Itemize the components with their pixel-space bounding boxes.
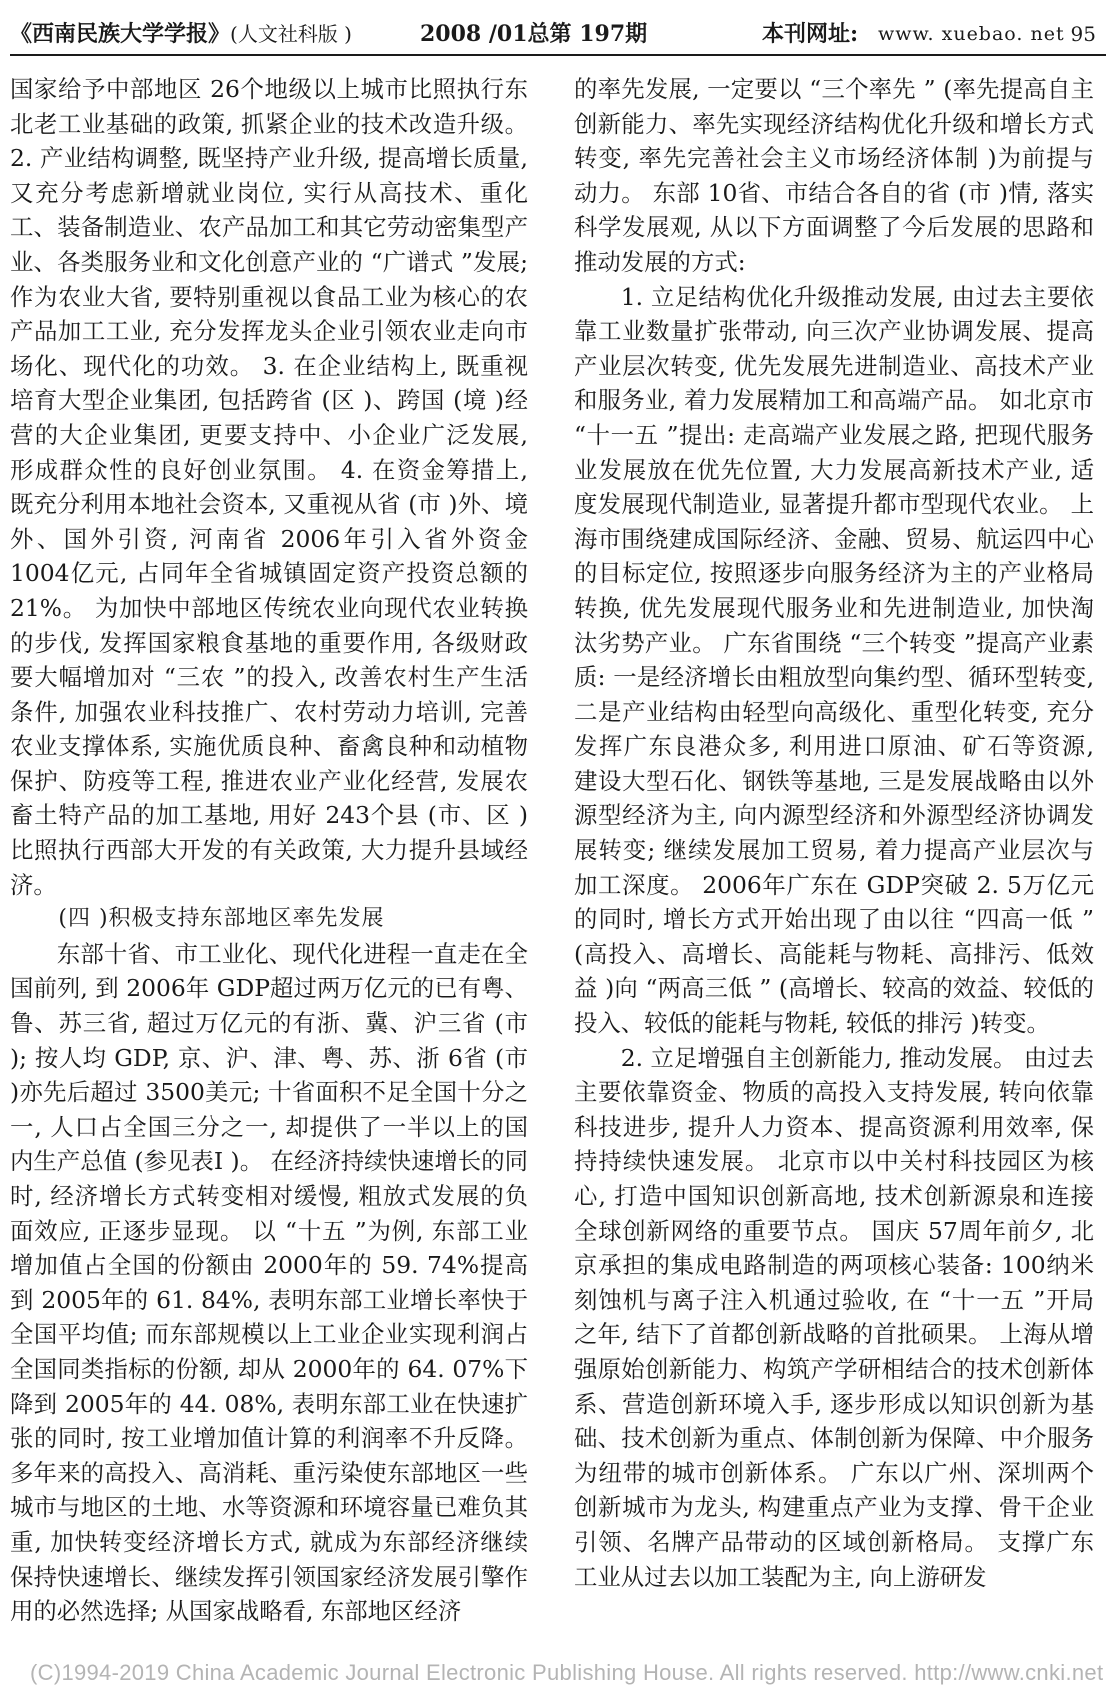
copyright-watermark: (C)1994-2019 China Academic Journal Electronic Publishing House. All rights reserved. http://www.cnki.net: [30, 1660, 1104, 1685]
body-paragraph: 国家给予中部地区 26个地级以上城市比照执行东北老工业基础的政策, 抓紧企业的技术改造升级。 2. 产业结构调整, 既坚持产业升级, 提高增长质量, 又充分考虑新增就业岗位, 实行从高技术、重化工、装备制造业、农产品加工和其它劳动密集型产业、各类服务业和文化创意产业的 “广谱式 ”发展; 作为农业大省, 要特别重视以食品工业为核心的农产品加工工业, 充分发挥龙头企业引领农业走向市场化、现代化的功效。 3. 在企业结构上, 既重视培育大型企业集团, 包括跨省 (区 )、跨国 (境 )经营的大企业集团, 更要支持中、小企业广泛发展, 形成群众性的良好创业氛围。 4. 在资金筹措上, 既充分利用本地社会资本, 又重视从省 (市 )外、境外、国外引资, 河南省 2006年引入省外资金 1004亿元, 占同年全省城镇固定资产投资总额的 21%。 为加快中部地区传统农业向现代农业转换的步伐, 发挥国家粮食基地的重要作用, 各级财政要大幅增加对 “三农 ”的投入, 改善农村生产生活条件, 加强农业科技推广、农村劳动力培训, 完善农业支撑体系, 实施优质良种、畜禽良种和动植物保护、防疫等工程, 推进农业产业化经营, 发展农畜土特产品的加工基地, 用好 243个县 (市、区 )比照执行西部大开发的有关政策, 大力提升县域经济。: [10, 75, 528, 899]
website-label: 本刊网址:: [762, 21, 859, 47]
page-number: 95: [1070, 22, 1096, 46]
issue-info: 2008 /01总第 197期: [420, 21, 648, 47]
journal-title: 《西南民族大学学报》(人文社科版 ): [10, 21, 352, 47]
journal-edition: (人文社科版 ): [230, 22, 352, 46]
section-heading: (四 )积极支持东部地区率先发展: [58, 906, 385, 932]
right-column: [574, 72, 1094, 1594]
body-paragraph: 1. 立足结构优化升级推动发展, 由过去主要依靠工业数量扩张带动, 向三次产业协调发展、提高产业层次转变, 优先发展先进制造业、高技术产业和服务业, 着力发展精加工和高端产品。 如北京市 “十一五 ”提出: 走高端产业发展之路, 把现代服务业发展放在优先位置, 大力发展高新技术产业, 适度发展现代制造业, 显著提升都市型现代农业。 上海市围绕建成国际经济、金融、贸易、航运四中心的目标定位, 按照逐步向服务经济为主的产业格局转换, 优先发展现代服务业和先进制造业, 加快淘汰劣势产业。 广东省围绕 “三个转变 ”提高产业素质: 一是经济增长由粗放型向集约型、循环型转变, 二是产业结构由轻型向高级化、重型化转变, 充分发挥广东良港众多, 利用进口原油、矿石等资源, 建设大型石化、钢铁等基地, 三是发展战略由以外源型经济为主, 向内源型经济和外源型经济协调发展转变; 继续发展加工贸易, 着力提高产业层次与加工深度。 2006年广东在 GDP突破 2. 5万亿元的同时, 增长方式开始出现了由以往 “四高一低 ” (高投入、高增长、高能耗与物耗、高排污、低效益 )向 “两高三低 ” (高增长、较高的效益、较低的投入、较低的能耗与物耗, 较低的排污 )转变。: [574, 282, 1094, 1038]
body-paragraph: 东部十省、市工业化、现代化进程一直走在全国前列, 到 2006年 GDP超过两万亿元的已有粤、鲁、苏三省, 超过万亿元的有浙、冀、沪三省 (市 ); 按人均 GDP, 京、沪、津、粤、苏、浙 6省 (市 )亦先后超过 3500美元; 十省面积不足全国十分之一, 人口占全国三分之一, 却提供了一半以上的国内生产总值 (参见表Ⅰ )。 在经济持续快速增长的同时, 经济增长方式转变相对缓慢, 粗放式发展的负面效应, 正逐步显现。 以 “十五 ”为例, 东部工业增加值占全国的份额由 2000年的 59. 74%提高到 2005年的 61. 84%, 表明东部工业增长率快于全国平均值; 而东部规模以上工业企业实现利润占全国同类指标的份额, 却从 2000年的 64. 07%下降到 2005年的 44. 08%, 表明东部工业在快速扩张的同时, 按工业增加值计算的利润率不升反降。 多年来的高投入、高消耗、重污染使东部地区一些城市与地区的土地、水等资源和环境容量已难负其重, 加快转变经济增长方式, 就成为东部经济继续保持快速增长、继续发挥引领国家经济发展引擎作用的必然选择; 从国家战略看, 东部地区经济: [10, 939, 528, 1626]
left-column: [10, 72, 528, 1629]
running-header: [10, 14, 1106, 56]
body-paragraph: 的率先发展, 一定要以 “三个率先 ” (率先提高自主创新能力、率先实现经济结构优化升级和增长方式转变, 率先完善社会主义市场经济体制 )为前提与动力。 东部 10省、市结合各自的省 (市 )情, 落实科学发展观, 从以下方面调整了今后发展的思路和推动发展的方式:: [574, 75, 1094, 276]
website-url: www. xuebao. net: [878, 23, 1065, 45]
body-paragraph: 2. 立足增强自主创新能力, 推动发展。 由过去主要依靠资金、物质的高投入支持发展, 转向依靠科技进步, 提升人力资本、提高资源利用效率, 保持持续快速发展。 北京市以中关村科技园区为核心, 打造中国知识创新高地, 技术创新源泉和连接全球创新网络的重要节点。 国庆 57周年前夕, 北京承担的集成电路制造的两项核心装备: 100纳米刻蚀机与离子注入机通过验收, 在 “十一五 ”开局之年, 结下了首都创新战略的首批硕果。 上海从增强原始创新能力、构筑产学研相结合的技术创新体系、营造创新环境入手, 逐步形成以知识创新为基础、技术创新为重点、体制创新为保障、中介服务为纽带的城市创新体系。 广东以广州、深圳两个创新城市为龙头, 构建重点产业为支撑、骨干企业引领、名牌产品带动的区域创新格局。 支撑广东工业从过去以加工装配为主, 向上游研发: [574, 1043, 1094, 1591]
